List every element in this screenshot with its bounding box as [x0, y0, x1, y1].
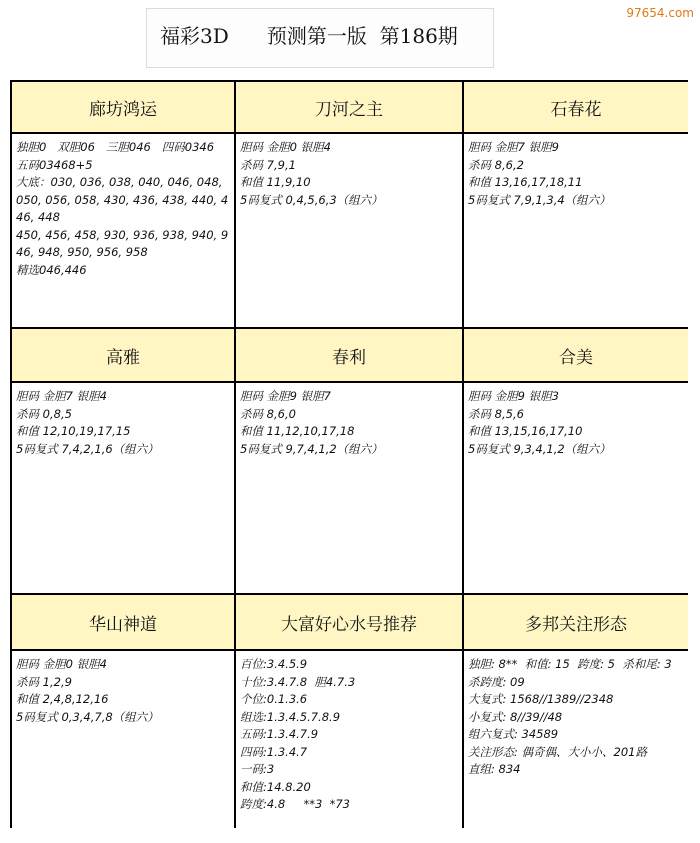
cell-line: 小复式: 8//39//48: [468, 709, 563, 724]
cell-body: [464, 134, 688, 327]
cell-line: 和值 13,15,16,17,10: [468, 424, 583, 438]
cell-header: 石春花: [464, 82, 688, 132]
cell-body: [12, 651, 234, 832]
cell-body: [236, 651, 462, 832]
cell-line: 五码:1.3.4.7.9: [240, 727, 319, 741]
cell-line: 直组: 834: [468, 762, 521, 776]
cell-header: 春利: [236, 329, 462, 381]
cell-line: 独胆0 双胆06 三胆046 四码0346: [16, 140, 215, 154]
cell-line: 和值 2,4,8,12,16: [16, 692, 109, 706]
cell-header: 廊坊鸿运: [12, 82, 234, 132]
cell-line: 杀码 0,8,5: [16, 406, 72, 421]
cell-body: [12, 383, 234, 593]
cell-line: 胆码 金胆0 银胆4: [240, 140, 331, 154]
cell-line: 5码复式 0,4,5,6,3（组六）: [240, 192, 383, 207]
cell-line: 五码03468+5: [16, 157, 93, 172]
cell-line: 大底：030, 036, 038, 040, 046, 048, 050, 056, 058, 430, 436, 438, 440, 446, 448: [16, 175, 229, 224]
cell-body: [12, 134, 234, 327]
page-title: 福彩3D 预测第一版 第186期: [160, 24, 458, 48]
cell-line: 杀码 8,5,6: [468, 406, 524, 421]
cell-line: 杀码 8,6,2: [468, 157, 524, 172]
prediction-grid: [10, 80, 688, 828]
cell-line: 杀码 7,9,1: [240, 157, 296, 172]
cell-line: 和值 13,16,17,18,11: [468, 175, 583, 189]
watermark: 97654.com: [626, 6, 694, 20]
cell-line: 5码复式 7,9,1,3,4（组六）: [468, 192, 611, 207]
cell-line: 5码复式 9,7,4,1,2（组六）: [240, 441, 383, 456]
cell-line: 组选:1.3.4.5.7.8.9: [240, 709, 341, 724]
cell-line: 精选046,446: [16, 262, 87, 277]
cell-line: 大复式: 1568//1389//2348: [468, 692, 614, 706]
cell-body: [236, 383, 462, 593]
cell-line: 一码:3: [240, 762, 275, 776]
cell-line: 胆码 金胆9 银胆7: [240, 389, 331, 403]
cell-line: 胆码 金胆9 银胆3: [468, 389, 559, 403]
cell-header: 多邦关注形态: [464, 595, 688, 649]
cell-body: [464, 383, 688, 593]
cell-line: 胆码 金胆7 银胆4: [16, 389, 107, 403]
cell-line: 关注形态: 偶奇偶、大小小、201路: [468, 744, 647, 759]
cell-line: 组六复式: 34589: [468, 727, 559, 741]
cell-line: 和值 11,9,10: [240, 175, 311, 189]
cell-line: 和值 12,10,19,17,15: [16, 424, 131, 438]
cell-line: 四码:1.3.4.7: [240, 744, 308, 759]
cell-line: 胆码 金胆7 银胆9: [468, 140, 559, 154]
cell-line: 450, 456, 458, 930, 936, 938, 940, 946, 948, 950, 956, 958: [16, 227, 229, 259]
cell-line: 杀码 1,2,9: [16, 674, 72, 689]
cell-body: [464, 651, 688, 832]
cell-line: 跨度:4.8 **3 *73: [240, 797, 350, 811]
cell-header: 华山神道: [12, 595, 234, 649]
cell-line: 和值 11,12,10,17,18: [240, 424, 355, 438]
cell-header: 合美: [464, 329, 688, 381]
cell-header: 刀河之主: [236, 82, 462, 132]
cell-line: 5码复式 0,3,4,7,8（组六）: [16, 709, 159, 724]
cell-line: 5码复式 7,4,2,1,6（组六）: [16, 441, 159, 456]
cell-line: 和值:14.8.20: [240, 779, 311, 794]
cell-header: 大富好心水号推荐: [236, 595, 462, 649]
cell-body: [236, 134, 462, 327]
cell-line: 个位:0.1.3.6: [240, 692, 308, 706]
cell-header: 高雅: [12, 329, 234, 381]
cell-line: 5码复式 9,3,4,1,2（组六）: [468, 441, 611, 456]
cell-line: 胆码 金胆0 银胆4: [16, 657, 107, 671]
cell-line: 十位:3.4.7.8 胆4.7.3: [240, 674, 356, 689]
cell-line: 百位:3.4.5.9: [240, 657, 308, 671]
cell-line: 杀码 8,6,0: [240, 406, 296, 421]
cell-line: 独胆: 8** 和值: 15 跨度: 5 杀和尾: 3 杀跨度: 09: [468, 657, 679, 689]
